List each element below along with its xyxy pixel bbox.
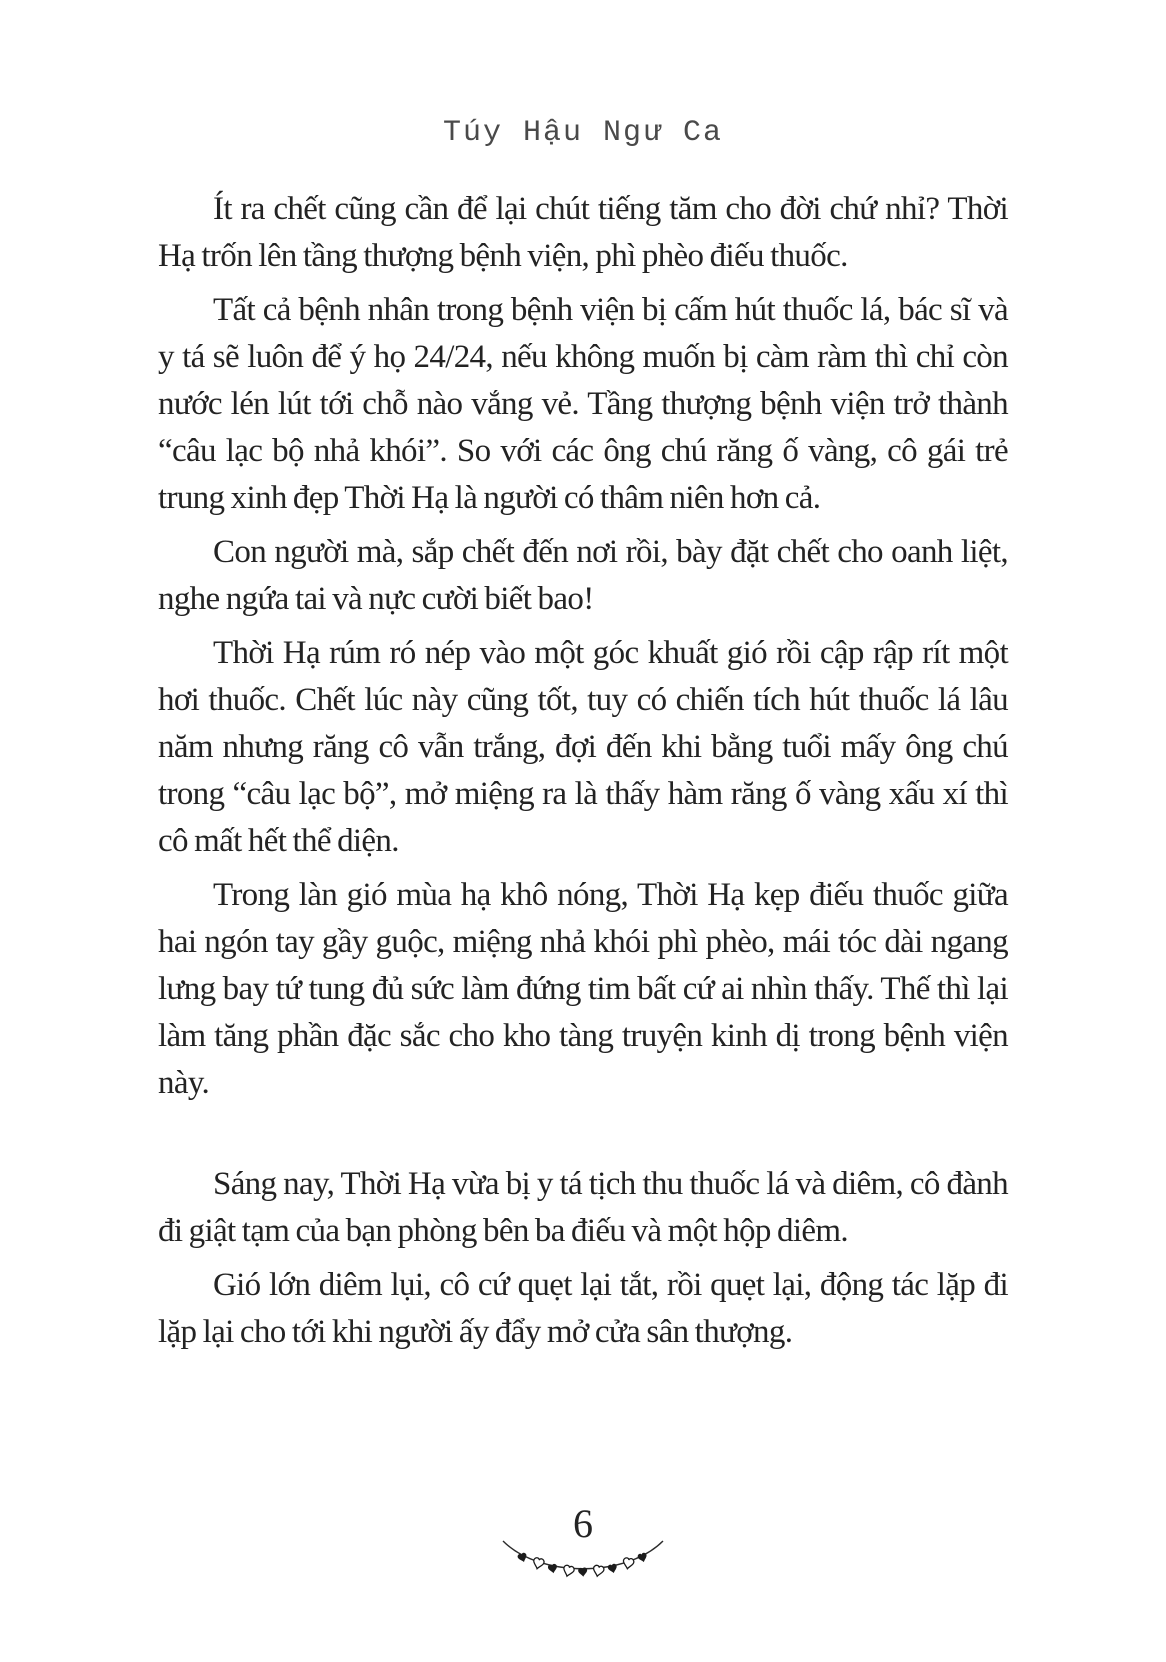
paragraph: Gió lớn diêm lụi, cô cứ quẹt lại tắt, rồi quẹt lại, động tác lặp đi lặp lại cho tới khi người ấy đẩy mở cửa sân thượng. xyxy=(158,1267,1008,1350)
paragraph: Ít ra chết cũng cần để lại chút tiếng tăm cho đời chứ nhỉ? Thời Hạ trốn lên tầng thượng bệnh viện, phì phèo điếu thuốc. xyxy=(158,191,1008,274)
paragraph: Thời Hạ rúm ró nép vào một góc khuất gió rồi cập rập rít một hơi thuốc. Chết lúc này cũng tốt, tuy có chiến tích hút thuốc lá lâu năm nhưng răng cô vẫn trắng, đợi đến khi bằng tuổi mấy ông chú trong “câu lạc bộ”, mở miệng ra là thấy hàm răng ố vàng xấu xí thì cô mất hết thể diện. xyxy=(158,635,1008,859)
paragraph: Trong làn gió mùa hạ khô nóng, Thời Hạ kẹp điếu thuốc giữa hai ngón tay gầy guộc, miệng nhả khói phì phèo, mái tóc dài ngang lưng bay tứ tung đủ sức làm đứng tim bất cứ ai nhìn thấy. Thế thì lại làm tăng phần đặc sắc cho kho tàng truyện kinh dị trong bệnh viện này. xyxy=(158,877,1008,1101)
paragraph: Tất cả bệnh nhân trong bệnh viện bị cấm hút thuốc lá, bác sĩ và y tá sẽ luôn để ý họ 24/24, nếu không muốn bị càm ràm thì chỉ còn nước lén lút tới chỗ nào vắng vẻ. Tầng thượng bệnh viện trở thành “câu lạc bộ nhả khói”. So với các ông chú răng ố vàng, cô gái trẻ trung xinh đẹp Thời Hạ là người có thâm niên hơn cả. xyxy=(158,292,1008,516)
page-number: 6 xyxy=(573,1501,593,1546)
page-footer xyxy=(0,1501,1166,1590)
paragraph: Con người mà, sắp chết đến nơi rồi, bày đặt chết cho oanh liệt, nghe ngứa tai và nực cười biết bao! xyxy=(158,534,1008,617)
paragraph: Sáng nay, Thời Hạ vừa bị y tá tịch thu thuốc lá và diêm, cô đành đi giật tạm của bạn phòng bên ba điếu và một hộp diêm. xyxy=(158,1166,1008,1249)
body-text xyxy=(158,186,1008,1356)
running-header-title: Túy Hậu Ngư Ca xyxy=(442,116,724,150)
